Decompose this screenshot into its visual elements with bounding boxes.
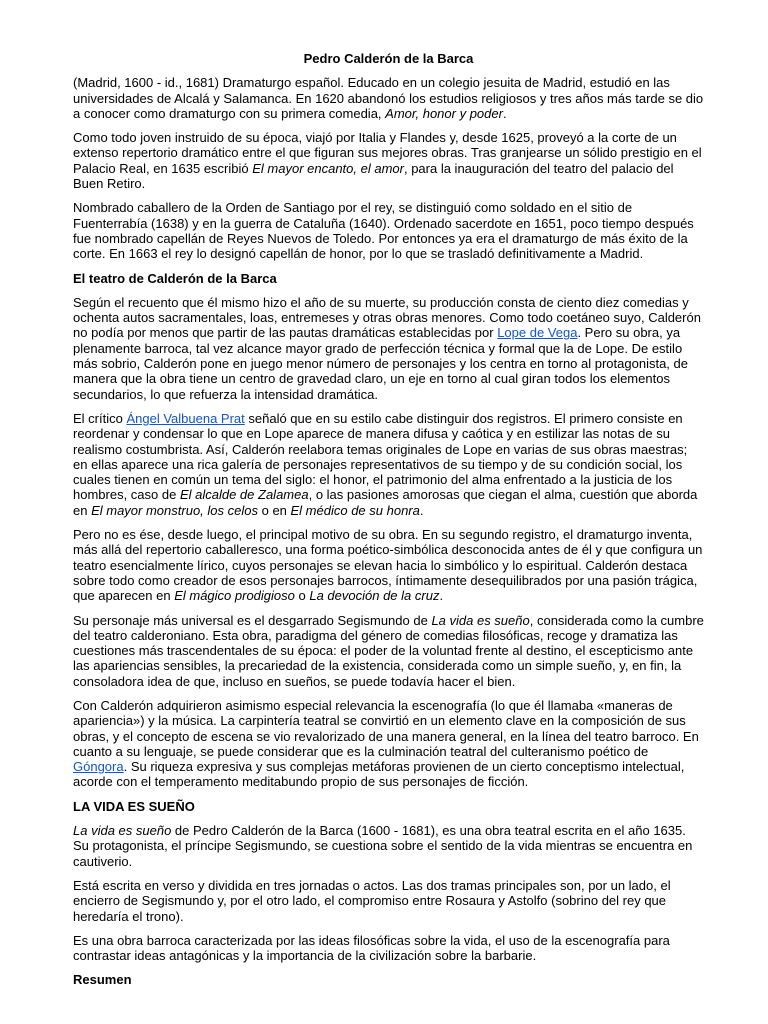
link-lope-de-vega[interactable]: Lope de Vega [497,325,578,341]
vida-paragraph-3: Es una obra barroca caracterizada por las ideas filosóficas sobre la vida, el uso de la escenografía para contrastar ideas antagónicas y la importancia de la civilización sobre la barbarie. [73,932,670,964]
document-title: Pedro Calderón de la Barca [303,51,474,66]
teatro-paragraph-3: Pero no es ése, desde luego, el principal motivo de su obra. En su segundo registro, el dramaturgo inventa, más allá del repertorio caballeresco, una forma poético-simbólica desconocida antes de él y que configura un teatro esencialmente lírico, cuyos personajes se elevan hacia lo simbólico y lo espiritual. Calderón destaca sobre todo como creador de esos personajes barrocos, íntimamente desequilibrados por una pasión trágica, que aparecen en El mágico prodigioso o La devoción de la cruz. [73,527,703,604]
section-heading-teatro: El teatro de Calderón de la Barca [73,270,277,286]
teatro-paragraph-1: Según el recuento que él mismo hizo el año de su muerte, su producción consta de ciento diez comedias y ochenta autos sacramentales, loas, entremeses y otras obras menores. Como todo coetáneo suyo, Calderón no podía por menos que partir de las pautas dramáticas establecidas por Lope de Vega. Pero su obra, ya plenamente barroca, tal vez alcance mayor grado de perfección técnica y formal que la de Lope. De estilo más sobrio, Calderón pone en juego menor número de personajes y los centra en torno al protagonista, de manera que la obra tiene un centro de gravedad claro, un eje en torno al cual giran todos los elementos secundarios, lo que refuerza la intensidad dramática. [73,294,701,402]
teatro-paragraph-2: El crítico Ángel Valbuena Prat señaló que en su estilo cabe distinguir dos registros. El primero consiste en reordenar y condensar lo que en Lope aparece de manera difusa y caótica y en estilizar las notas de su realismo costumbrista. Así, Calderón reelabora temas originales de Lope en varias de sus obras maestras; en ellas aparece una rica galería de personajes representativos de su tiempo y de su condición social, los cuales tienen en común un tema del siglo: el honor, el patrimonio del alma enfrentado a la justicia de los hombres, caso de El alcalde de Zalamea, o las pasiones amorosas que ciegan el alma, cuestión que aborda en El mayor monstruo, los celos o en El médico de su honra. [73,410,698,518]
teatro-paragraph-5: Con Calderón adquirieron asimismo especial relevancia la escenografía (lo que él llamaba «maneras de apariencia») y la música. La carpintería teatral se convirtió en un elemento clave en la composición de sus obras, y el concepto de escena se vio revalorizado de una manera general, en la línea del teatro barroco. En cuanto a su lenguaje, se puede considerar que es la culminación teatral del culteranismo poético de Góngora. Su riqueza expresiva y sus complejas metáforas provienen de un cierto conceptismo intelectual, acorde con el temperamento meditabundo propio de sus personajes de ficción. [73,697,699,790]
vida-paragraph-1: La vida es sueño de Pedro Calderón de la Barca (1600 - 1681), es una obra teatral escrita en el año 1635. Su protagonista, el príncipe Segismundo, se cuestiona sobre el sentido de la vida mientras se encuentra en cautiverio. [73,823,693,869]
link-angel-valbuena-prat[interactable]: Ángel Valbuena Prat [126,410,245,426]
bio-paragraph-2: Como todo joven instruido de su época, viajó por Italia y Flandes y, desde 1625, proveyó a la corte de un extenso repertorio dramático entre el que figuran sus mejores obras. Tras granjearse un sólido prestigio en el Palacio Real, en 1635 escribió El mayor encanto, el amor, para la inauguración del teatro del palacio del Buen Retiro. [73,130,702,192]
section-heading-vida-es-sueno: LA VIDA ES SUEÑO [73,798,195,814]
bio-paragraph-1: (Madrid, 1600 - id., 1681) Dramaturgo español. Educado en un colegio jesuita de Madrid, estudió en las universidades de Alcalá y Salamanca. En 1620 abandonó los estudios religiosos y tres años más tarde se dio a conocer como dramaturgo con su primera comedia, Amor, honor y poder. [73,75,704,121]
bio-paragraph-3: Nombrado caballero de la Orden de Santiago por el rey, se distinguió como soldado en el sitio de Fuenterrabía (1638) y en la guerra de Cataluña (1640). Ordenado sacerdote en 1651, poco tiempo después fue nombrado capellán de Reyes Nuevos de Toledo. Por entonces ya era el dramaturgo de más éxito de la corte. En 1663 el rey lo designó capellán de honor, por lo que se trasladó definitivamente a Madrid. [73,200,694,262]
section-heading-resumen: Resumen [73,972,132,988]
teatro-paragraph-4: Su personaje más universal es el desgarrado Segismundo de La vida es sueño, considerada como la cumbre del teatro calderoniano. Esta obra, paradigma del género de comedias filosóficas, recoge y dramatiza las cuestiones más trascendentales de su época: el poder de la voluntad frente al destino, el escepticismo ante las apariencias sensibles, la precariedad de la existencia, considerada como un simple sueño, y, en fin, la consoladora idea de que, incluso en sueños, se puede todavía hacer el bien. [73,612,704,689]
link-gongora[interactable]: Góngora [73,759,124,775]
vida-paragraph-2: Está escrita en verso y dividida en tres jornadas o actos. Las dos tramas principales son, por un lado, el encierro de Segismundo y, por el otro lado, el compromiso entre Rosaura y Astolfo (sobrino del rey que heredaría el trono). [73,877,671,924]
